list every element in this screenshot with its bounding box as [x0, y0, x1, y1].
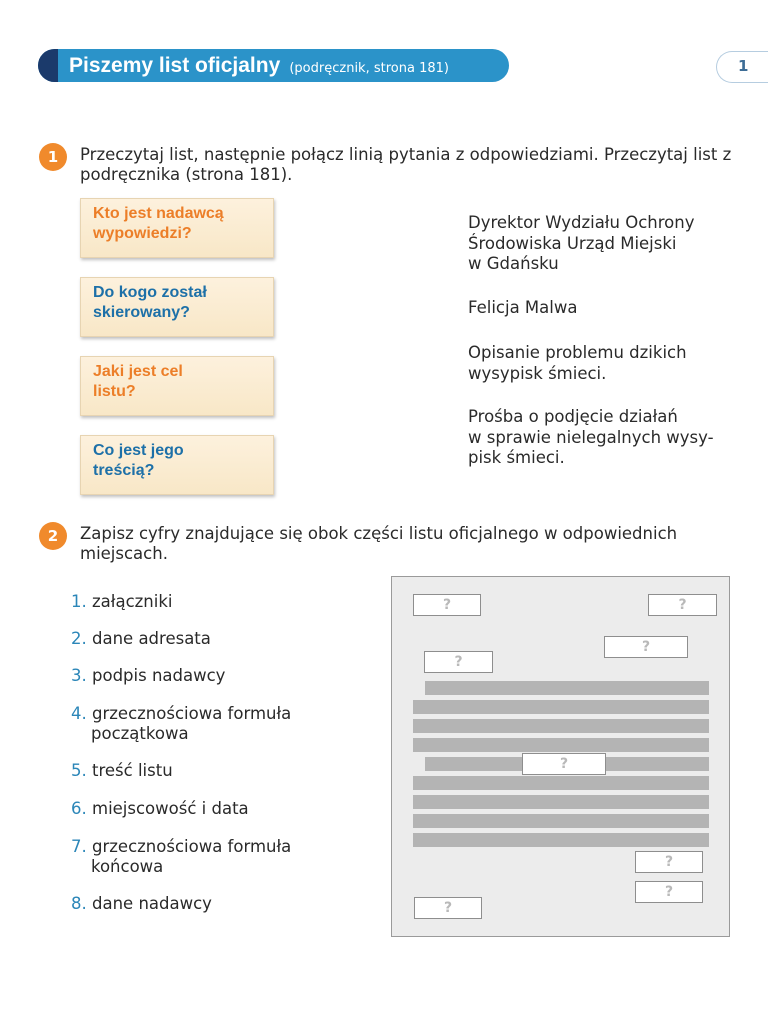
answer-line: pisk śmieci.	[468, 448, 565, 467]
list-number: 2.	[71, 629, 87, 648]
page-title: Piszemy list oficjalny	[69, 54, 281, 77]
answer-line: Dyrektor Wydziału Ochrony	[468, 213, 695, 232]
text-line-placeholder	[413, 795, 709, 809]
question-line: Co jest jego	[93, 442, 184, 459]
list-text-continued: końcowa	[91, 857, 164, 876]
list-item	[71, 704, 291, 744]
page-number: 1	[716, 51, 768, 83]
text-line-placeholder	[413, 814, 709, 828]
answer-line: wysypisk śmieci.	[468, 363, 607, 383]
answer-line: Felicja Malwa	[468, 298, 578, 317]
question-line: Jaki jest cel	[93, 363, 183, 380]
text-line-placeholder	[425, 681, 709, 695]
question-line: Kto jest nadawcą	[93, 205, 224, 222]
text-line-placeholder	[413, 700, 709, 714]
list-item	[71, 837, 291, 877]
list-text: treść listu	[92, 761, 173, 780]
list-item	[71, 799, 249, 819]
answer-box[interactable]: ?	[414, 897, 482, 919]
answer-box[interactable]: ?	[635, 881, 703, 903]
answer-line: Prośba o podjęcie działań	[468, 407, 678, 426]
question-card[interactable]	[80, 356, 274, 416]
list-number: 1.	[71, 592, 87, 611]
question-line: wypowiedzi?	[93, 225, 192, 242]
list-item	[71, 894, 212, 914]
list-number: 7.	[71, 837, 87, 856]
list-text: dane nadawcy	[92, 894, 212, 913]
list-text: dane adresata	[92, 629, 211, 648]
list-text: załączniki	[92, 592, 173, 611]
exercise-2-number: 2	[39, 522, 67, 550]
answer-box[interactable]: ?	[635, 851, 703, 873]
title-banner	[38, 49, 509, 82]
list-item	[71, 666, 225, 686]
exercise-2-instruction: Zapisz cyfry znajdujące się obok części listu oficjalnego w odpowiednich miejscach.	[80, 524, 678, 563]
answer-line: Opisanie problemu dzikich	[468, 343, 687, 362]
answer-box[interactable]: ?	[648, 594, 717, 616]
answer-box[interactable]: ?	[413, 594, 481, 616]
exercise-1-number: 1	[39, 143, 67, 171]
list-item	[71, 761, 173, 781]
question-card[interactable]	[80, 198, 274, 258]
answer-line: Środowiska Urząd Miejski	[468, 233, 677, 253]
question-line: skierowany?	[93, 304, 190, 321]
list-item	[71, 592, 173, 612]
banner-cap	[38, 49, 58, 82]
text-line-placeholder	[413, 776, 709, 790]
list-number: 6.	[71, 799, 87, 818]
list-item	[71, 629, 211, 649]
letter-diagram	[391, 576, 730, 937]
answer-item[interactable]	[468, 298, 577, 319]
question-line: Do kogo został	[93, 284, 207, 301]
answer-item[interactable]	[468, 343, 687, 384]
text-line-placeholder	[413, 719, 709, 733]
question-card[interactable]	[80, 277, 274, 337]
answer-line: w sprawie nielegalnych wysy-	[468, 427, 714, 447]
answer-box[interactable]: ?	[604, 636, 688, 658]
question-line: treścią?	[93, 462, 155, 479]
answer-item[interactable]	[468, 407, 714, 469]
answer-line: w Gdańsku	[468, 254, 559, 273]
exercise-1-instruction: Przeczytaj list, następnie połącz linią pytania z odpowiedziami. Przeczytaj list z podręcznika (strona 181).	[80, 145, 732, 184]
list-text: miejscowość i data	[92, 799, 249, 818]
list-text: grzecznościowa formuła	[92, 704, 292, 723]
list-number: 3.	[71, 666, 87, 685]
text-line-placeholder	[413, 738, 709, 752]
list-number: 8.	[71, 894, 87, 913]
list-number: 5.	[71, 761, 87, 780]
answer-item[interactable]	[468, 213, 694, 275]
answer-box[interactable]: ?	[424, 651, 493, 673]
list-text: grzecznościowa formuła	[92, 837, 292, 856]
question-card[interactable]	[80, 435, 274, 495]
list-text-continued: początkowa	[91, 724, 189, 743]
list-number: 4.	[71, 704, 87, 723]
answer-box[interactable]: ?	[522, 753, 606, 775]
question-line: listu?	[93, 383, 136, 400]
list-text: podpis nadawcy	[92, 666, 226, 685]
banner-text	[69, 49, 449, 82]
page-subtitle: (podręcznik, strona 181)	[289, 61, 449, 76]
text-line-placeholder	[413, 833, 709, 847]
